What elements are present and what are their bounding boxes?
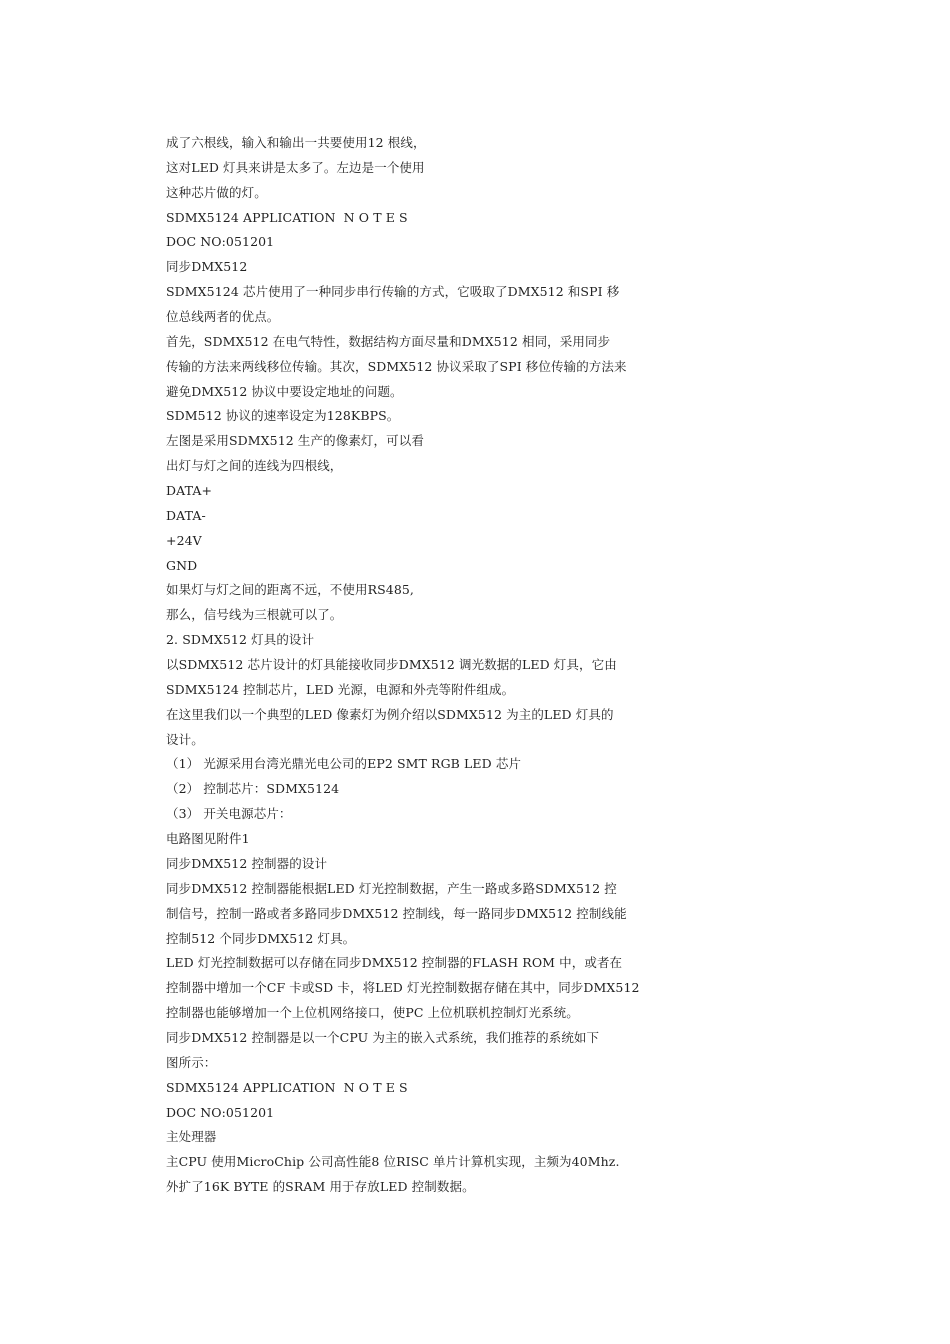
text-line: 成了六根线，输入和输出一共要使用12 根线， bbox=[166, 135, 426, 150]
signal-line-label: GND bbox=[166, 557, 198, 573]
text-line: 设计。 bbox=[166, 731, 204, 747]
text-line: 避免DMX512 协议中要设定地址的问题。 bbox=[166, 383, 403, 399]
text-line: 在这里我们以一个典型的LED 像素灯为例介绍以SDMX512 为主的LED 灯具的 bbox=[166, 706, 614, 722]
text-line: 控制器中增加一个CF 卡或SD 卡，将LED 灯光控制数据存储在其中，同步DMX512 bbox=[166, 980, 640, 996]
text-line: 图所示： bbox=[166, 1054, 217, 1070]
text-line: 传输的方法来两线移位传输。其次，SDMX512 协议采取了SPI 移位传输的方法来 bbox=[166, 358, 627, 374]
list-item: （3） 开关电源芯片： bbox=[166, 806, 292, 822]
text-line: 电路图见附件1 bbox=[166, 831, 250, 847]
text-line: 以SDMX512 芯片设计的灯具能接收同步DMX512 调光数据的LED 灯具，它由 bbox=[166, 657, 617, 673]
signal-line-label: DATA- bbox=[166, 507, 206, 523]
text-line: SDMX5124 芯片使用了一种同步串行传输的方式，它吸取了DMX512 和SPI 移 bbox=[166, 284, 620, 300]
text-line: 这种芯片做的灯。 bbox=[166, 184, 267, 200]
text-line: 首先，SDMX512 在电气特性，数据结构方面尽量和DMX512 相同，采用同步 bbox=[166, 333, 611, 349]
text-line: 控制512 个同步DMX512 灯具。 bbox=[166, 930, 356, 946]
section-heading: 主处理器 bbox=[166, 1129, 217, 1145]
signal-line-label: +24V bbox=[166, 532, 202, 548]
text-line: 同步DMX512 控制器是以一个CPU 为主的嵌入式系统，我们推荐的系统如下 bbox=[166, 1029, 600, 1045]
text-line: SDM512 协议的速率设定为128KBPS。 bbox=[166, 408, 400, 424]
text-line: 位总线两者的优点。 bbox=[166, 309, 280, 325]
doc-number: DOC NO:051201 bbox=[166, 1104, 275, 1120]
section-heading: 同步DMX512 bbox=[166, 259, 248, 275]
text-line: LED 灯光控制数据可以存储在同步DMX512 控制器的FLASH ROM 中，或者在 bbox=[166, 955, 623, 971]
text-line: 左图是采用SDMX512 生产的像素灯，可以看 bbox=[166, 433, 424, 449]
text-line: 主CPU 使用MicroChip 公司高性能8 位RISC 单片计算机实现，主频为40Mhz. bbox=[166, 1154, 620, 1170]
text-line: 制信号，控制一路或者多路同步DMX512 控制线，每一路同步DMX512 控制线能 bbox=[166, 905, 627, 921]
document-body bbox=[166, 131, 706, 1200]
doc-header-title: SDMX5124 APPLICATION N O T E S bbox=[166, 1079, 408, 1095]
section-heading: 同步DMX512 控制器的设计 bbox=[166, 855, 328, 871]
signal-line-label: DATA+ bbox=[166, 483, 213, 499]
list-item: （1） 光源采用台湾光鼎光电公司的EP2 SMT RGB LED 芯片 bbox=[166, 756, 522, 772]
doc-header-title: SDMX5124 APPLICATION N O T E S bbox=[166, 209, 408, 225]
text-line: 外扩了16K BYTE 的SRAM 用于存放LED 控制数据。 bbox=[166, 1179, 475, 1195]
text-line: SDMX5124 控制芯片，LED 光源，电源和外壳等附件组成。 bbox=[166, 681, 515, 697]
doc-number: DOC NO:051201 bbox=[166, 234, 275, 250]
text-line: 如果灯与灯之间的距离不远，不使用RS485, bbox=[166, 582, 415, 598]
text-line: 控制器也能够增加一个上位机网络接口，使PC 上位机联机控制灯光系统。 bbox=[166, 1005, 579, 1021]
text-line: 出灯与灯之间的连线为四根线， bbox=[166, 458, 343, 474]
text-line: 那么，信号线为三根就可以了。 bbox=[166, 607, 343, 623]
text-line: 同步DMX512 控制器能根据LED 灯光控制数据，产生一路或多路SDMX512 控 bbox=[166, 880, 617, 896]
section-heading: 2. SDMX512 灯具的设计 bbox=[166, 632, 315, 648]
text-line: 这对LED 灯具来讲是太多了。左边是一个使用 bbox=[166, 159, 425, 175]
list-item: （2） 控制芯片：SDMX5124 bbox=[166, 781, 340, 797]
